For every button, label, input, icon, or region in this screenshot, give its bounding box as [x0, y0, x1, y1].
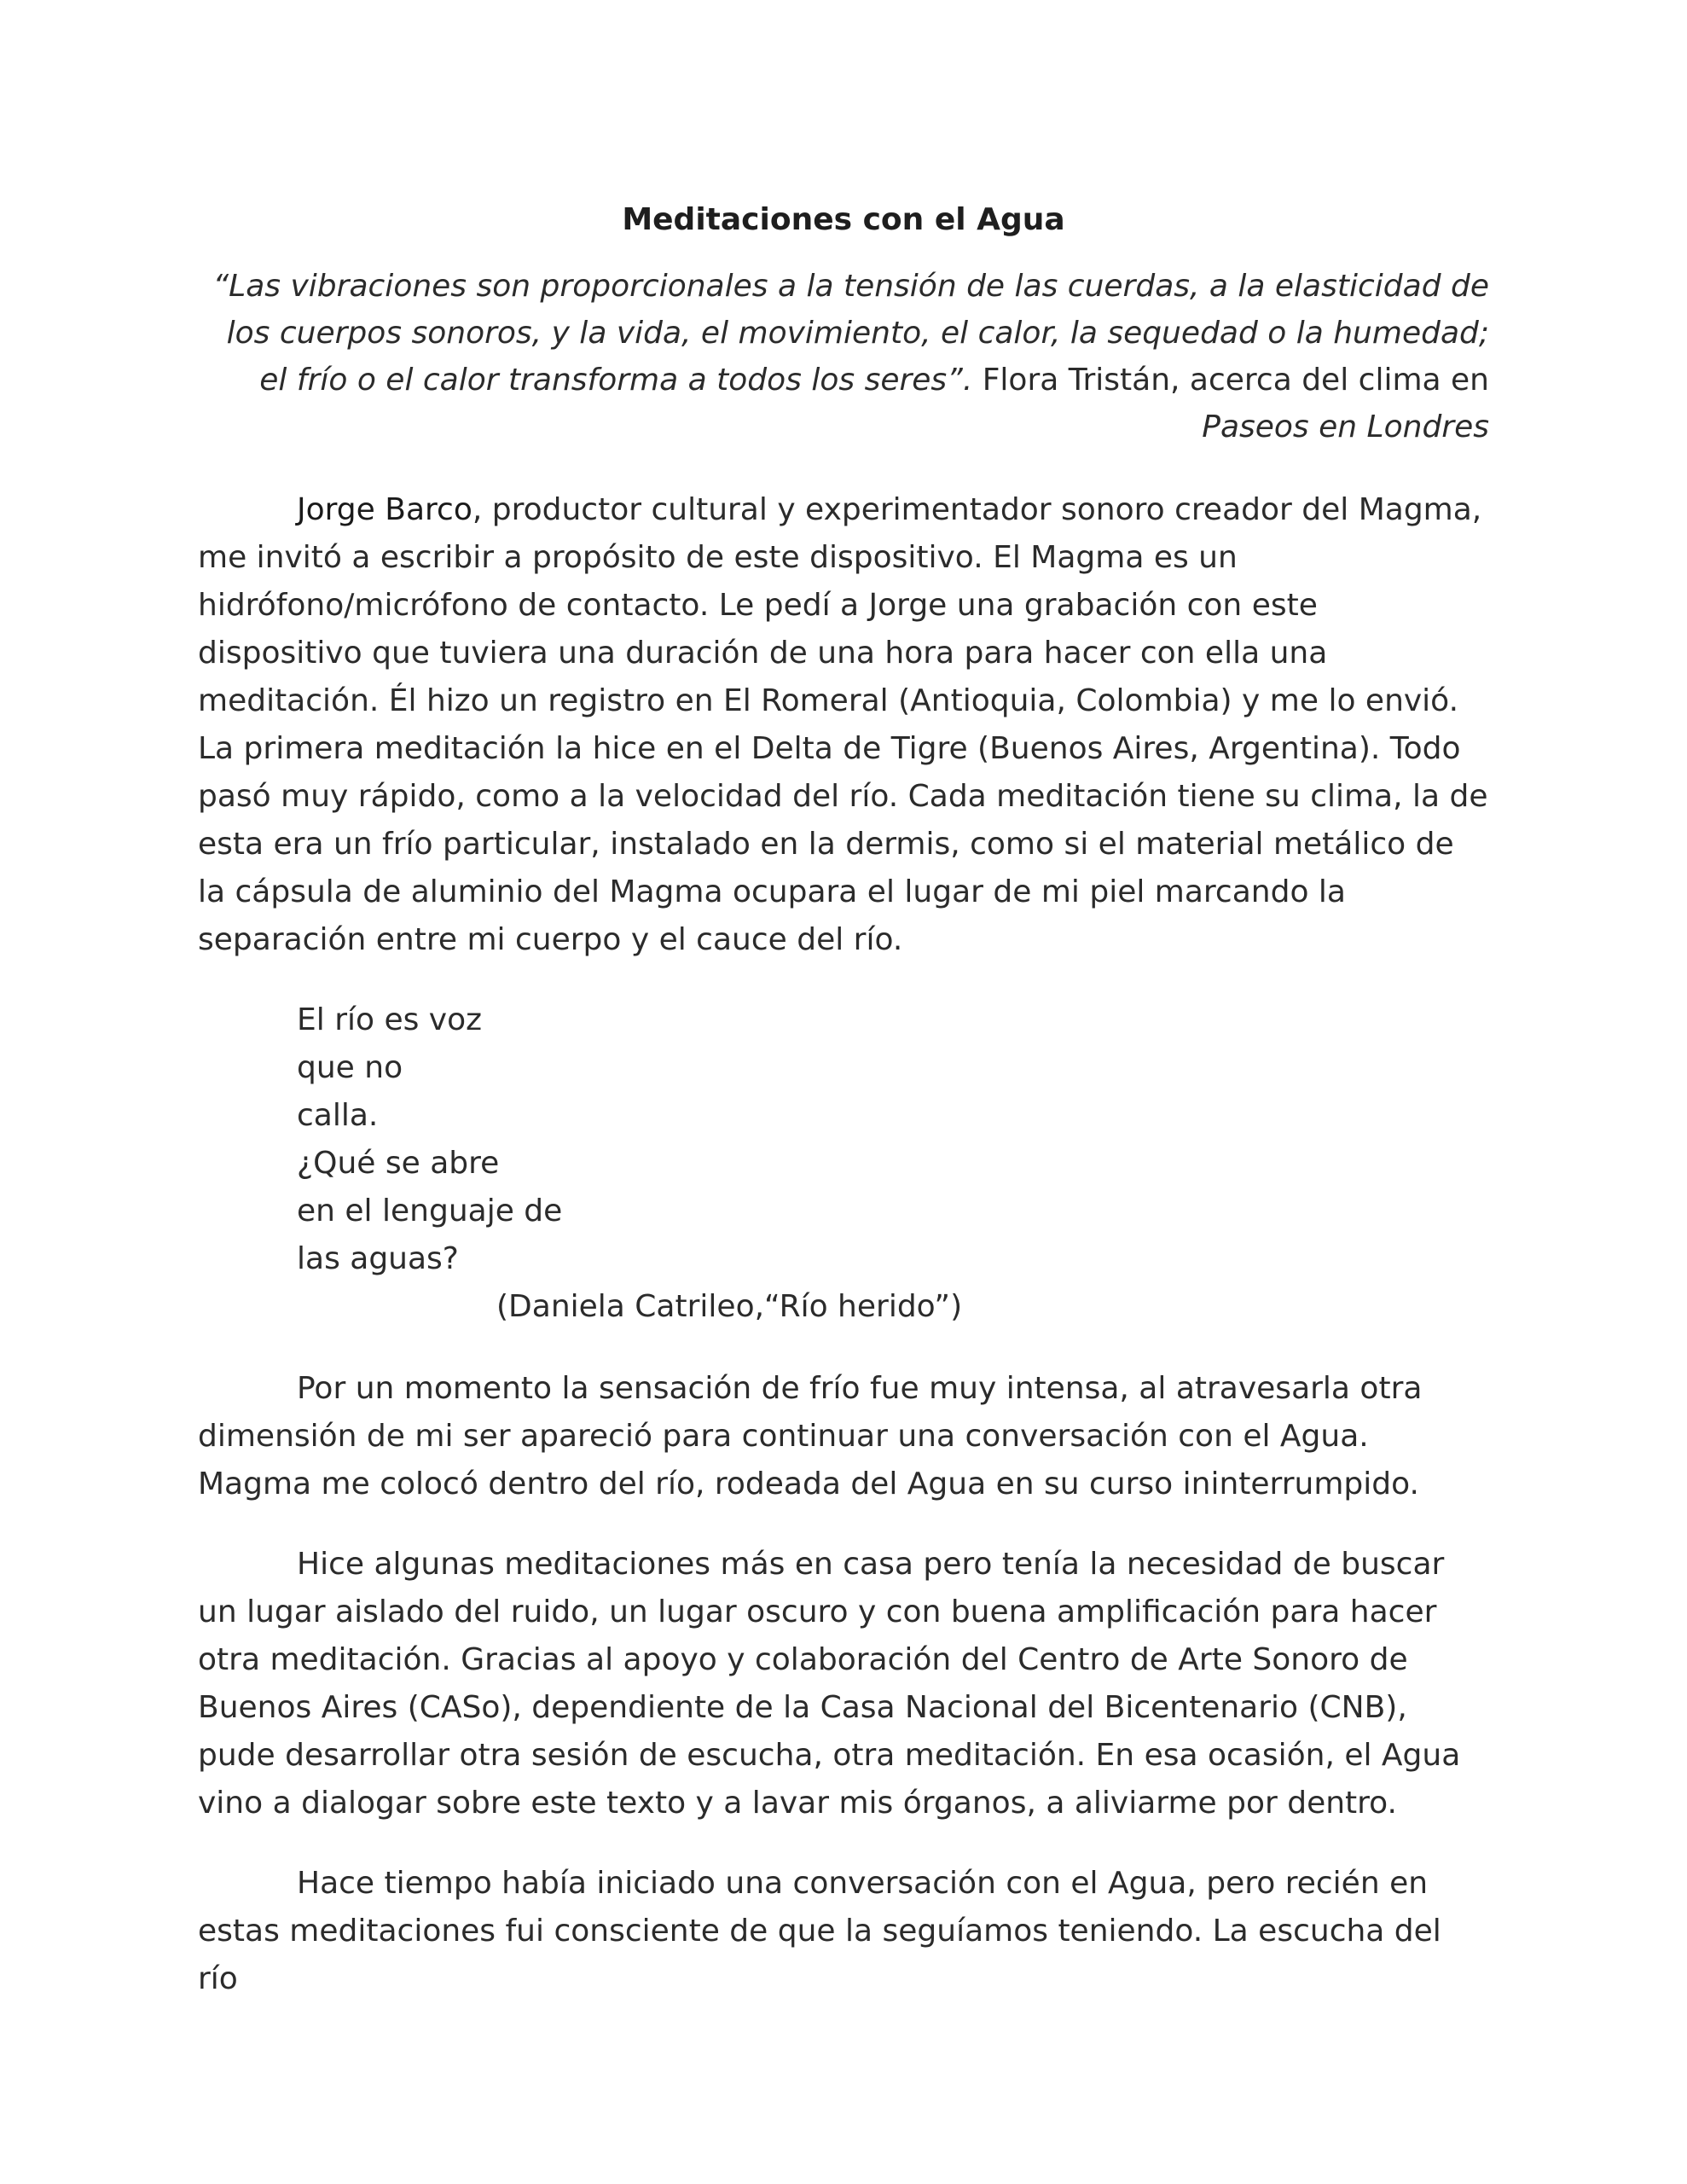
document-page — [198, 171, 1489, 2036]
epigraph-attribution: Flora Tristán, acerca del clima en — [972, 363, 1489, 398]
poem-line: las aguas? — [297, 1241, 459, 1276]
poem-line: ¿Qué se abre — [297, 1146, 500, 1181]
epigraph — [198, 263, 1489, 450]
author-name: Jorge Barco — [297, 492, 472, 527]
paragraph-2: Por un momento la sensación de frío fue muy intensa, al atravesarla otra dimensión de mi ser apareció para continuar una conversación con el Agua. Magma me colocó dentro del río, rodeada del Agua en su curso ininterrumpido. — [198, 1371, 1423, 1502]
poem-credit: (Daniela Catrileo,“Río herido”) — [496, 1289, 963, 1324]
document-title: Meditaciones con el Agua — [622, 202, 1065, 237]
paragraph-3: Hice algunas meditaciones más en casa pero tenía la necesidad de buscar un lugar aislado del ruido, un lugar oscuro y con buena amplificación para hacer otra meditación. Gracias al apoyo y colaboración del Centro de Arte Sonoro de Buenos Aires (CASo), dependiente de la Casa Nacional del Bicentenario (CNB), pude desarrollar otra sesión de escucha, otra meditación. En esa ocasión, el Agua vino a dialogar sobre este texto y a lavar mis órganos, a aliviarme por dentro. — [198, 1547, 1461, 1821]
epigraph-source: Paseos en Londres — [1202, 410, 1489, 444]
paragraph-4: Hace tiempo había iniciado una conversación con el Agua, pero recién en estas meditaciones fui consciente de que la seguíamos teniendo. La escucha del río — [198, 1866, 1441, 1996]
poem-line: calla. — [297, 1098, 379, 1133]
poem-line: en el lenguaje de — [297, 1194, 563, 1228]
epigraph-quote: “Las vibraciones son proporcionales a la tensión de las cuerdas, a la elasticidad de los cuerpos sonoros, y la vida, el movimiento, el calor, la sequedad o la humedad; el frío o el calor transforma a todos los seres”. — [212, 269, 1489, 398]
poem-quote — [297, 996, 1489, 1331]
poem-line: que no — [297, 1050, 403, 1085]
paragraph-1 — [198, 486, 1489, 964]
poem-line: El río es voz — [297, 1002, 483, 1037]
paragraph-1-text: , productor cultural y experimentador sonoro creador del Magma, me invitó a escribir a propósito de este dispositivo. El Magma es un hidrófono/micrófono de contacto. Le pedí a Jorge una grabación con este dispositivo que tuviera una duración de una hora para hacer con ella una meditación. Él hizo un registro en El Romeral (Antioquia, Colombia) y me lo envió. La primera meditación la hice en el Delta de Tigre (Buenos Aires, Argentina). Todo pasó muy rápido, como a la velocidad del río. Cada meditación tiene su clima, la de esta era un frío particular, instalado en la dermis, como si el material metálico de la cápsula de aluminio del Magma ocupara el lugar de mi piel marcando la separación entre mi cuerpo y el cauce del río. — [198, 492, 1488, 957]
